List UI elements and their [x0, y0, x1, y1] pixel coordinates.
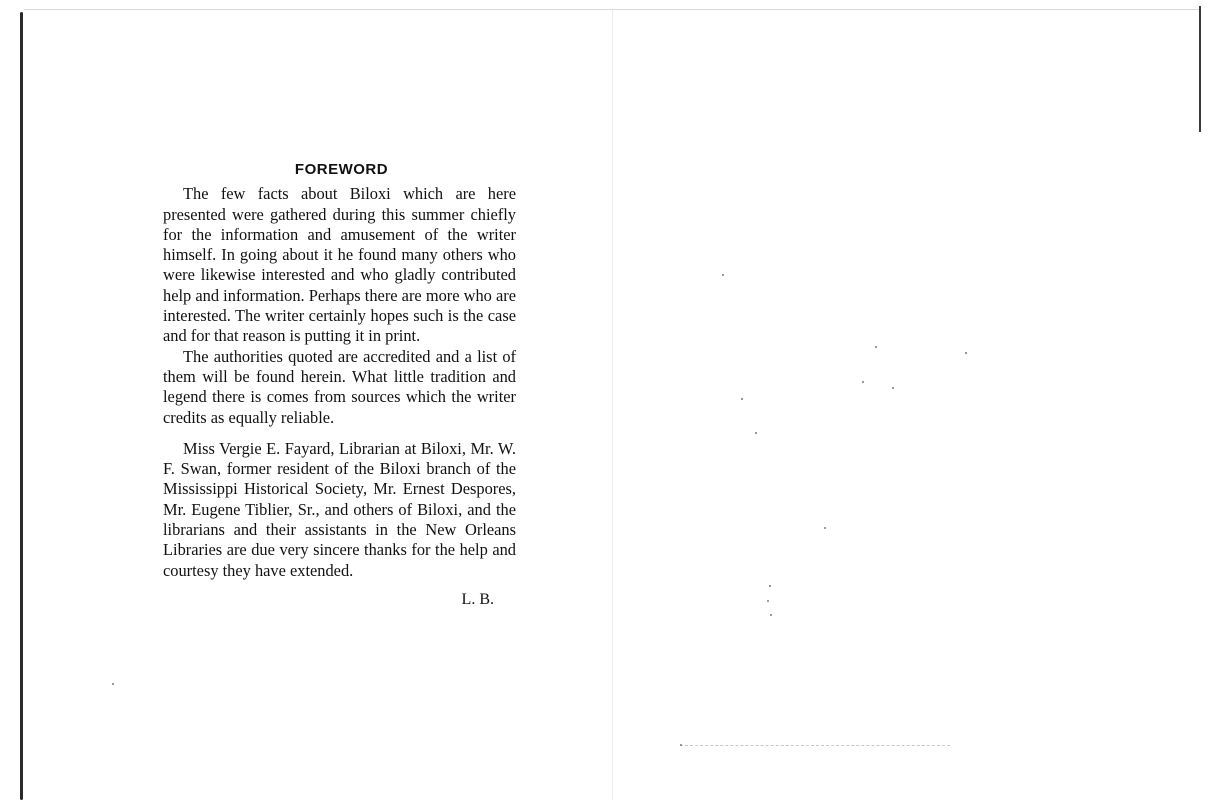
- paper-speck: [770, 614, 772, 616]
- paper-speck: [965, 352, 967, 354]
- foreword-signature: L. B.: [461, 590, 494, 608]
- foreword-paragraph-acknowledgements: Miss Vergie E. Fayard, Librarian at Biloxi, Mr. W. F. Swan, former resident of the Biloxi branch of the Mississippi Historical Society, Mr. Ernest Despores, Mr. Eugene Tiblier, Sr., and others of Biloxi, and the librarians and their assistants in the New Orleans Libraries are due very sincere thanks for the help and courtesy they have extended.: [163, 438, 516, 580]
- paper-speck: [755, 432, 757, 434]
- paper-speck: [862, 381, 864, 383]
- foreword-title: FOREWORD: [294, 161, 389, 178]
- paper-speck: [741, 398, 743, 400]
- foreword-paragraph-intro: The few facts about Biloxi which are here presented were gathered during this summer chiefly for the information and amusement of the writer himself. In going about it he found many others who were likewise interested and who gladly contributed help and information. Perhaps there are more who are interested. The writer certainly hopes such is the case and for that reason is putting it in print.: [163, 184, 516, 346]
- bottom-print-line: [680, 745, 950, 747]
- page-right-edge: [1199, 6, 1201, 132]
- foreword-paragraph-authorities: The authorities quoted are accredited and a list of them will be found herein. What little tradition and legend there is comes from sources which the writer credits as equally reliable.: [163, 346, 516, 427]
- paper-speck: [112, 683, 114, 685]
- paper-speck: [769, 585, 771, 587]
- page-left-edge: [20, 12, 23, 800]
- foreword-page: [163, 160, 516, 610]
- paper-speck: [875, 346, 877, 348]
- paper-speck: [892, 387, 894, 389]
- book-gutter: [612, 8, 613, 800]
- paper-speck: [680, 744, 682, 746]
- paper-speck: [722, 274, 724, 276]
- paper-speck: [824, 527, 826, 529]
- paper-speck: [767, 600, 769, 602]
